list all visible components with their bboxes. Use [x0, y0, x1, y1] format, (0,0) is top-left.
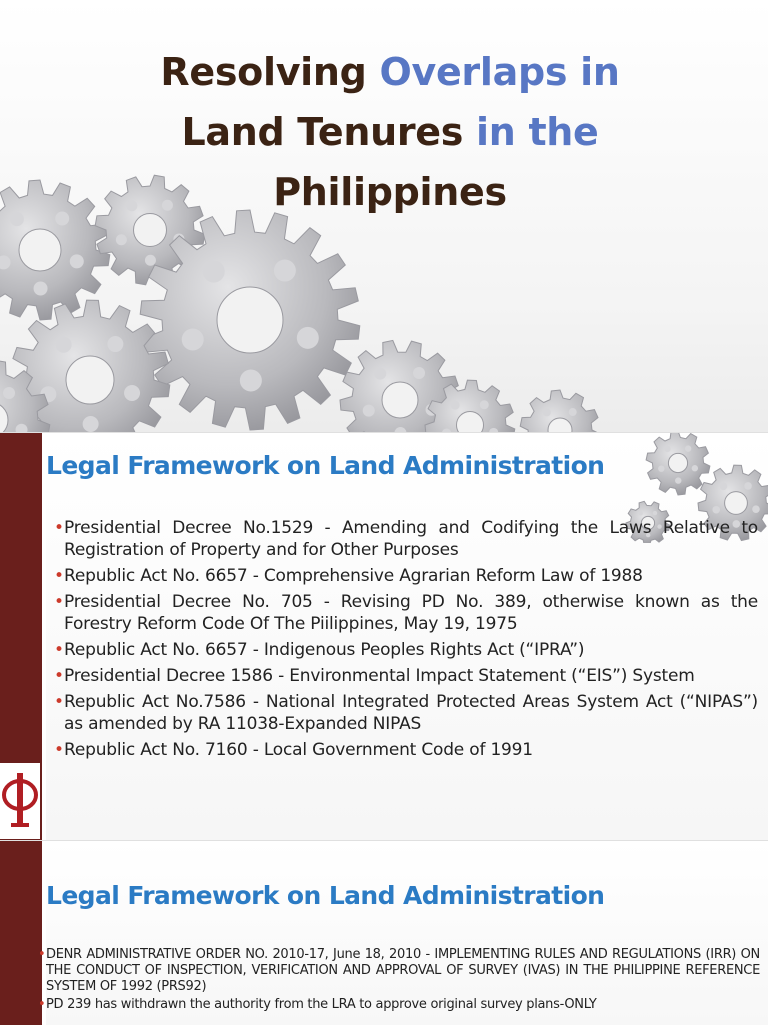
gear-hole [297, 327, 319, 349]
list-item: • Republic Act No. 6657 - Indigenous Peoples Rights Act (“IPRA”) [54, 639, 758, 661]
bullet-list [54, 517, 758, 765]
gear-hole [10, 212, 24, 226]
phi-logo-icon [0, 763, 40, 839]
gear-hole [752, 505, 760, 513]
title-word-blue: in the [476, 110, 599, 154]
section-title: Legal Framework on Land Administration [46, 881, 605, 910]
gear-hole [107, 336, 123, 352]
list-item: • Republic Act No. 7160 - Local Government Code of 1991 [54, 739, 758, 761]
list-item: • Presidential Decree No.1529 - Amending and Codifying the Laws Relative to Registration of Property and for Other Purposes [54, 517, 758, 561]
gear-hole [668, 453, 687, 472]
gear-hole [56, 337, 72, 353]
list-item: • Presidential Decree 1586 - Environmental Impact Statement (“EIS”) System [54, 665, 758, 687]
gear-hole [685, 445, 691, 451]
gear-hole [569, 408, 577, 416]
gear-hole [675, 477, 681, 483]
gear-hole [217, 287, 283, 353]
gear-hole [19, 229, 61, 271]
gear-hole [182, 329, 204, 351]
title-slide [0, 0, 768, 432]
title-word-dark: Land Tenures [181, 110, 464, 154]
gear-hole [34, 281, 48, 295]
gear-hole [712, 506, 720, 514]
title-word-dark: Philippines [273, 170, 507, 214]
gear-hole [374, 368, 386, 380]
gear-hole [66, 356, 114, 404]
gear-hole [413, 367, 425, 379]
gear-hole [3, 387, 15, 399]
gear-hole [382, 382, 418, 418]
gear-hole [658, 465, 664, 471]
gear-hole [653, 511, 657, 515]
legal-framework-slide-1 [0, 432, 768, 841]
list-item: • Republic Act No. 6657 - Comprehensive Agrarian Reform Law of 1988 [54, 565, 758, 587]
gear-hole [725, 492, 748, 515]
gear-hole [480, 400, 489, 409]
gear-hole [70, 254, 84, 268]
gear-hole [664, 446, 670, 452]
gear-hole [240, 369, 262, 391]
title-word-dark: Resolving [160, 50, 367, 94]
gear-hole [363, 405, 375, 417]
gear-hole [203, 261, 225, 283]
gear-hole [744, 482, 752, 490]
gear-hole [274, 260, 296, 282]
legal-framework-slide-2 [0, 840, 768, 1025]
gear-hole [720, 482, 728, 490]
list-item: • Republic Act No.7586 - National Integrated Protected Areas System Act (“NIPAS”) as amended by RA 11038-Expanded NIPAS [54, 691, 758, 735]
gear-hole [116, 234, 127, 245]
gear-hole [83, 416, 99, 432]
title-word-blue: Overlaps in [379, 50, 620, 94]
slide-title [60, 42, 720, 222]
bullet-list [38, 947, 760, 1015]
gear-hole [124, 385, 140, 401]
list-item: • Presidential Decree No. 705 - Revising PD No. 389, otherwise known as the Forestry Reform Code Of The Piilippines, May 19, 1975 [54, 591, 758, 635]
gear-hole [451, 401, 460, 410]
section-title: Legal Framework on Land Administration [46, 451, 605, 480]
gear-hole [692, 465, 698, 471]
side-bar-divider [42, 433, 46, 841]
list-item: • DENR ADMINISTRATIVE ORDER NO. 2010-17, June 18, 2010 - IMPLEMENTING RULES AND REGULATIONS (IRR) ON THE CONDUCT OF INSPECTION, VERIFICATION AND APPROVAL OF SURVEY (IVAS) IN THE PHILIPPINE REFERENCE SYSTEM OF 1992 (PRS92) [38, 947, 760, 995]
list-item: • PD 239 has withdrawn the authority from the LRA to approve original survey plans-ONLY [38, 997, 760, 1013]
gear-hole [543, 408, 551, 416]
gear-hole [639, 511, 643, 515]
gear-hole [145, 255, 156, 266]
